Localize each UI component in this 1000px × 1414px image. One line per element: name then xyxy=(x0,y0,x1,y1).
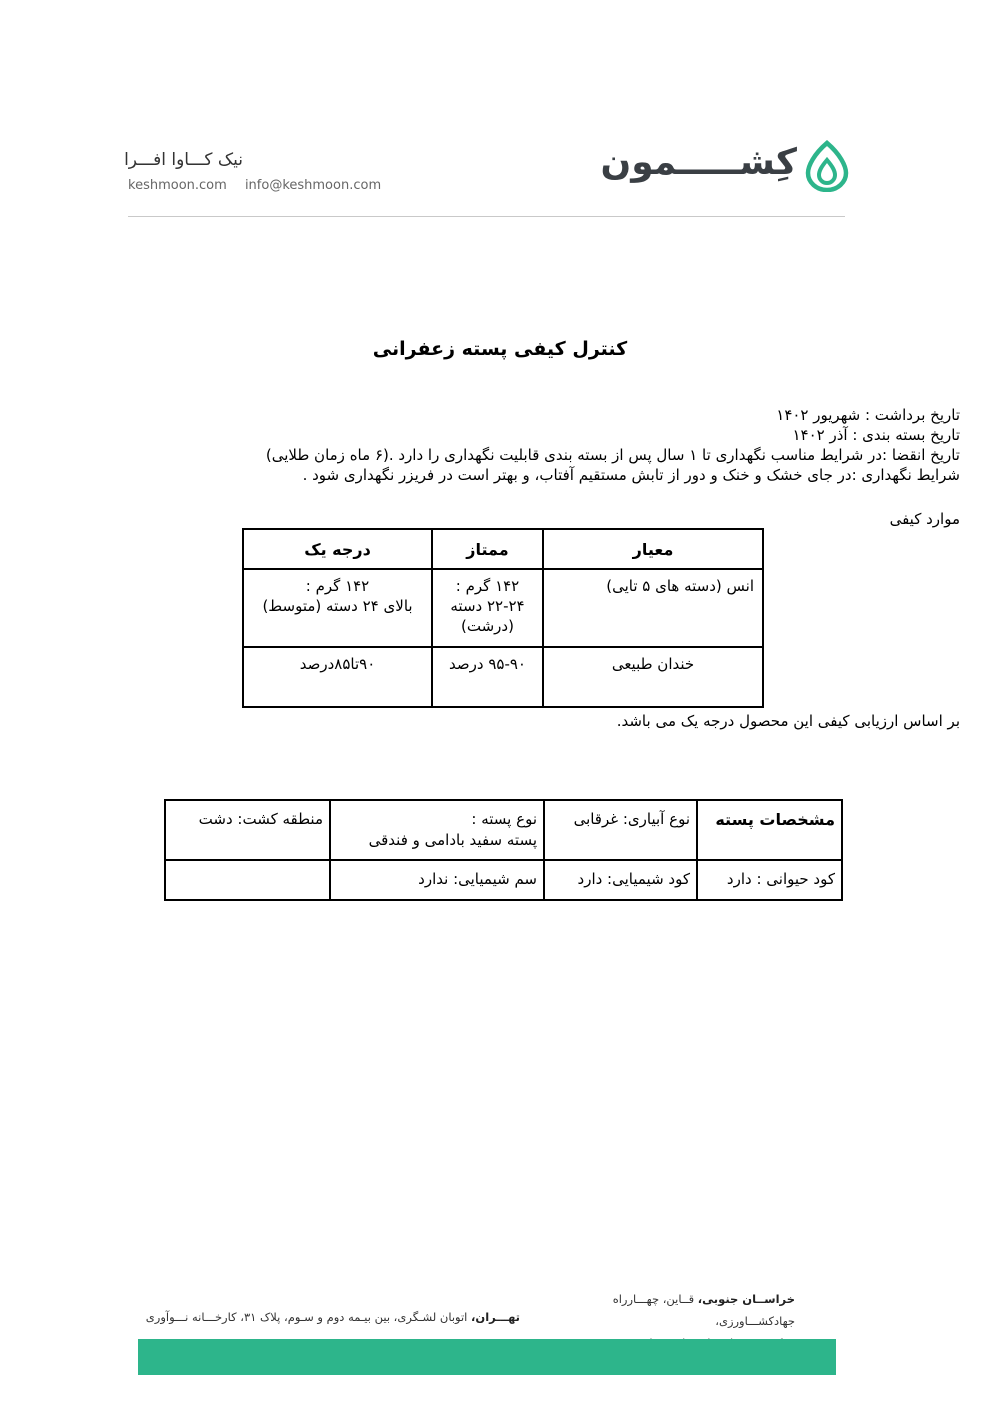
table-header-cell: ممتاز xyxy=(432,529,543,569)
expiry-date: تاریخ انقضا :در شرایط مناسب نگهداری تا ۱ سال پس از بسته بندی قابلیت نگهداری را دارد .(۶ ماه زمان طلایی) xyxy=(265,446,960,464)
packaging-date: تاریخ بسته بندی : آذر ۱۴۰۲ xyxy=(792,426,960,444)
table-header-cell: درجه یک xyxy=(243,529,432,569)
table-cell: کود شیمیایی: دارد xyxy=(544,860,697,900)
table-cell: نوع آبیاری: غرقابی xyxy=(544,800,697,860)
table-row xyxy=(243,569,763,647)
quality-heading: موارد کیفی xyxy=(889,510,960,528)
table-header-row xyxy=(243,529,763,569)
footer-street: قــاین، چهـــارراه جهادکشـــاورزی، xyxy=(612,1292,795,1328)
contact-info xyxy=(128,178,395,193)
brand-leaf-icon xyxy=(804,140,850,192)
footer-street: اتوبان لشـگری، بین بیـمه دوم و سـوم، پلاک ۳۱، کارخـــانه نـــوآوری xyxy=(145,1310,472,1324)
harvest-date: تاریخ برداشت : شهریور ۱۴۰۲ xyxy=(776,406,960,424)
email-link[interactable]: info@keshmoon.com xyxy=(244,178,382,193)
document-page xyxy=(45,40,955,1380)
table-row xyxy=(165,860,842,900)
table-cell: منطقه کشت: دشت xyxy=(165,800,330,860)
footer-city: تهـــران، xyxy=(471,1310,520,1324)
table-cell: انس (دسته های ۵ تایی) xyxy=(543,569,763,647)
table-cell: خندان طبیعی xyxy=(543,647,763,707)
table-row xyxy=(165,800,842,860)
table-cell: ۹۰تا۸۵درصد xyxy=(243,647,432,707)
footer-accent-bar xyxy=(138,1339,836,1375)
footer-city: خراســان جنوبی، xyxy=(697,1292,795,1306)
table-cell: کود حیوانی : دارد xyxy=(697,860,842,900)
website-link[interactable]: keshmoon.com xyxy=(128,178,227,193)
brand-logo xyxy=(600,140,855,200)
spec-table xyxy=(164,799,843,901)
table-cell: ۱۴۲ گرم : بالای ۲۴ دسته (متوسط) xyxy=(243,569,432,647)
quality-table xyxy=(242,528,764,708)
spec-heading: مشخصات پسته xyxy=(697,800,842,860)
product-info xyxy=(180,405,960,485)
table-cell: نوع پسته : پسته سفید بادامی و فندقی xyxy=(330,800,544,860)
footer-address-tehran xyxy=(145,1310,520,1324)
conclusion-text: بر اساس ارزیابی کیفی این محصول درجه یک می باشد. xyxy=(616,712,960,730)
brand-name: کِشـــــمون xyxy=(600,142,797,183)
table-header-cell: معیار xyxy=(543,529,763,569)
storage-conditions: شرایط نگهداری :در جای خشک و خنک و دور از تابش مستقیم آفتاب، و بهتر است در فریزر نگهداری شود . xyxy=(302,466,960,484)
table-cell: ۹۵-۹۰ درصد xyxy=(432,647,543,707)
table-cell xyxy=(165,860,330,900)
table-cell: سم شیمیایی: ندارد xyxy=(330,860,544,900)
header-divider xyxy=(128,216,845,217)
page-title: کنترل کیفی پسته زعفرانی xyxy=(372,338,628,360)
table-row xyxy=(243,647,763,707)
table-cell: ۱۴۲ گرم : ۲۲-۲۴ دسته (درشت) xyxy=(432,569,543,647)
company-name: نیک کـــاوا افـــرا xyxy=(124,150,243,170)
